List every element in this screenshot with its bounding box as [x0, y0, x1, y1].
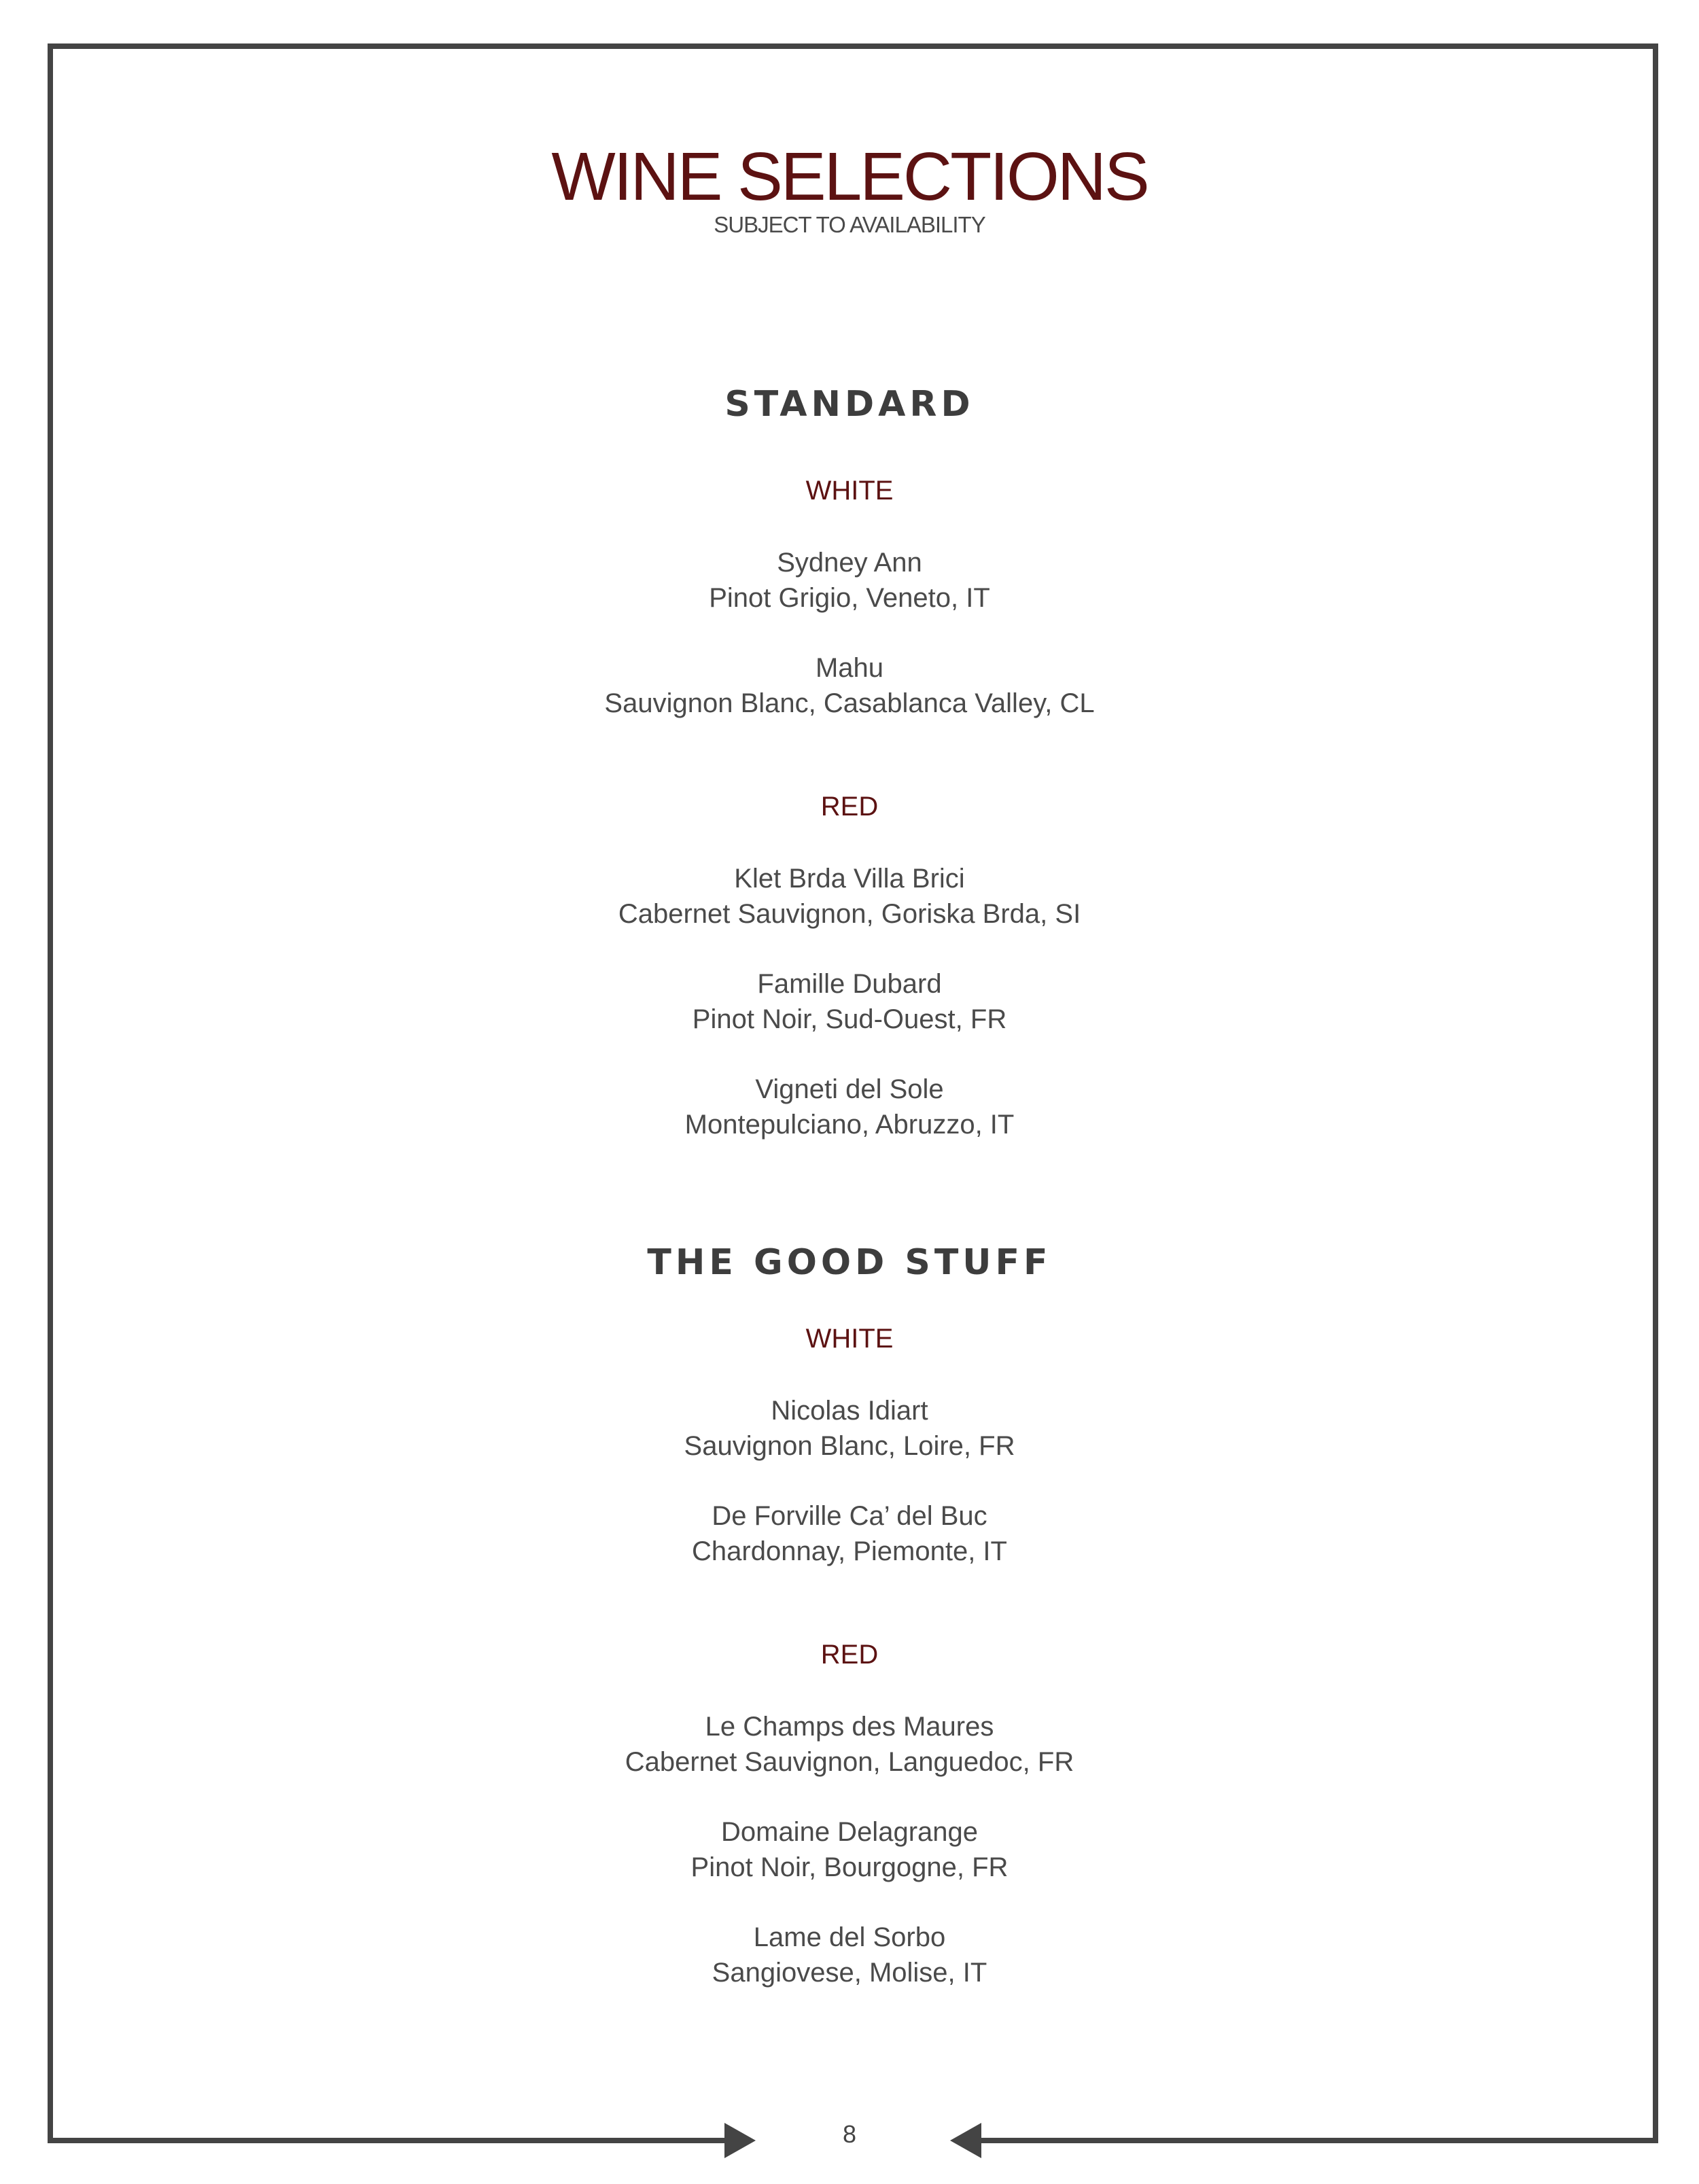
wine-detail: Montepulciano, Abruzzo, IT: [684, 1110, 1015, 1140]
category-label-standard-red: RED: [820, 792, 879, 822]
wine-name: Le Champs des Maures: [705, 1712, 994, 1742]
wine-detail: Chardonnay, Piemonte, IT: [692, 1536, 1007, 1566]
wine-name: Lame del Sorbo: [753, 1922, 946, 1952]
wine-detail: Sangiovese, Molise, IT: [712, 1958, 987, 1988]
wine-item: [0, 545, 1699, 616]
wine-name: Domaine Delagrange: [720, 1817, 978, 1847]
wine-detail: Pinot Noir, Bourgogne, FR: [690, 1852, 1009, 1882]
page-title: WINE SELECTIONS: [551, 139, 1148, 215]
wine-item: [0, 650, 1699, 721]
wine-name: Famille Dubard: [757, 969, 942, 999]
wine-detail: Pinot Noir, Sud-Ouest, FR: [692, 1004, 1007, 1034]
wine-item: [0, 1709, 1699, 1780]
wine-name: Vigneti del Sole: [755, 1074, 944, 1104]
wine-item: [0, 1072, 1699, 1142]
frame-top-border: [48, 43, 1658, 49]
wine-name: Sydney Ann: [777, 548, 922, 578]
wine-name: De Forville Ca’ del Buc: [712, 1501, 987, 1531]
category-label-good-red: RED: [820, 1640, 879, 1670]
wine-item: [0, 1920, 1699, 1990]
wine-detail: Pinot Grigio, Veneto, IT: [709, 583, 990, 613]
section-title-good-stuff: THE GOOD STUFF: [647, 1242, 1052, 1283]
wine-item: [0, 861, 1699, 932]
wine-item: [0, 1814, 1699, 1885]
page-number: 8: [842, 2120, 857, 2148]
wine-detail: Cabernet Sauvignon, Goriska Brda, SI: [618, 899, 1081, 929]
page-header: [0, 136, 1699, 238]
wine-item: [0, 1393, 1699, 1464]
wine-detail: Cabernet Sauvignon, Languedoc, FR: [625, 1747, 1074, 1777]
wine-detail: Sauvignon Blanc, Casablanca Valley, CL: [604, 688, 1095, 718]
page-subtitle: SUBJECT TO AVAILABILITY: [714, 212, 985, 237]
wine-name: Mahu: [815, 653, 884, 683]
section-title-standard: STANDARD: [724, 384, 975, 425]
wine-name: Klet Brda Villa Brici: [734, 864, 965, 894]
category-label-standard-white: WHITE: [805, 476, 894, 506]
wine-detail: Sauvignon Blanc, Loire, FR: [684, 1431, 1015, 1461]
wine-item: [0, 1498, 1699, 1569]
wine-name: Nicolas Idiart: [771, 1396, 928, 1426]
wine-item: [0, 966, 1699, 1037]
category-label-good-white: WHITE: [805, 1324, 894, 1354]
